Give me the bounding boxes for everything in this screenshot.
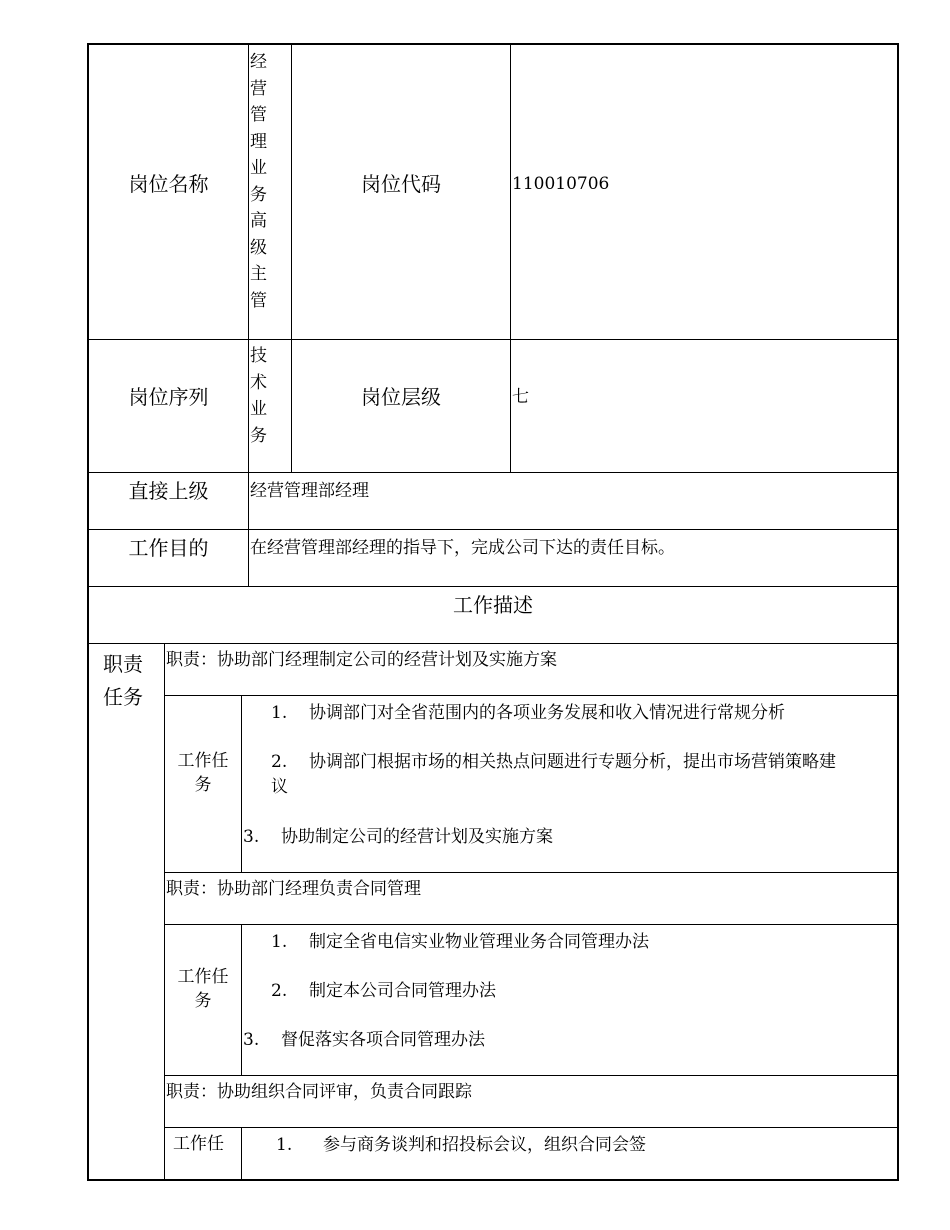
duty-3-task-1-num: 1. — [276, 1135, 293, 1155]
duty-3-title: 职责：协助组织合同评审，负责合同跟踪 — [166, 1082, 472, 1102]
duty-1-task-3-num: 3. — [243, 827, 260, 847]
duty-2-task-3-text: 督促落实各项合同管理办法 — [281, 1030, 485, 1050]
purpose-value: 在经营管理部经理的指导下，完成公司下达的责任目标。 — [250, 538, 675, 558]
duty-2-task-label: 工作任务 — [177, 967, 229, 1011]
position-name-label: 岗位名称 — [128, 172, 209, 196]
duty-1-task-3-text: 协助制定公司的经营计划及实施方案 — [281, 827, 553, 847]
description-title: 工作描述 — [453, 593, 533, 617]
duty-1-task-1-text: 协调部门对全省范围内的各项业务发展和收入情况进行常规分析 — [309, 703, 785, 723]
position-series-label: 岗位序列 — [128, 385, 209, 409]
position-level-value: 七 — [512, 387, 529, 407]
duty-1-task-2-text: 协调部门根据市场的相关热点问题进行专题分析，提出市场营销策略建 — [309, 752, 836, 772]
duty-2-task-1-text: 制定全省电信实业物业管理业务合同管理办法 — [309, 932, 649, 952]
duty-1-task-2-num: 2. — [271, 752, 288, 772]
duty-2-task-1-num: 1. — [271, 932, 288, 952]
duty-2-task-3-num: 3. — [243, 1030, 260, 1050]
purpose-label: 工作目的 — [128, 536, 209, 560]
duty-2-task-2-num: 2. — [271, 981, 288, 1001]
duty-1-task-2-cont: 议 — [271, 777, 288, 797]
position-code-value: 110010706 — [512, 174, 610, 194]
duty-3-task-1-text: 参与商务谈判和招投标会议，组织合同会签 — [323, 1135, 646, 1155]
duty-2-task-2-text: 制定本公司合同管理办法 — [309, 981, 496, 1001]
duty-3-task-label: 工作任 — [173, 1134, 224, 1154]
position-name-value: 经营管理业务高级主管 — [250, 52, 267, 311]
position-code-label: 岗位代码 — [361, 172, 441, 196]
position-level-label: 岗位层级 — [361, 385, 441, 409]
duty-1-title: 职责：协助部门经理制定公司的经营计划及实施方案 — [166, 650, 557, 670]
duty-2-title: 职责：协助部门经理负责合同管理 — [166, 879, 421, 899]
duty-1-task-label: 工作任务 — [177, 751, 229, 795]
duty-1-task-1-num: 1. — [271, 703, 288, 723]
position-series-value: 技术业务 — [250, 346, 267, 446]
supervisor-value: 经营管理部经理 — [250, 481, 369, 501]
supervisor-label: 直接上级 — [128, 479, 209, 503]
duty-section-label: 职责任务 — [103, 652, 143, 709]
